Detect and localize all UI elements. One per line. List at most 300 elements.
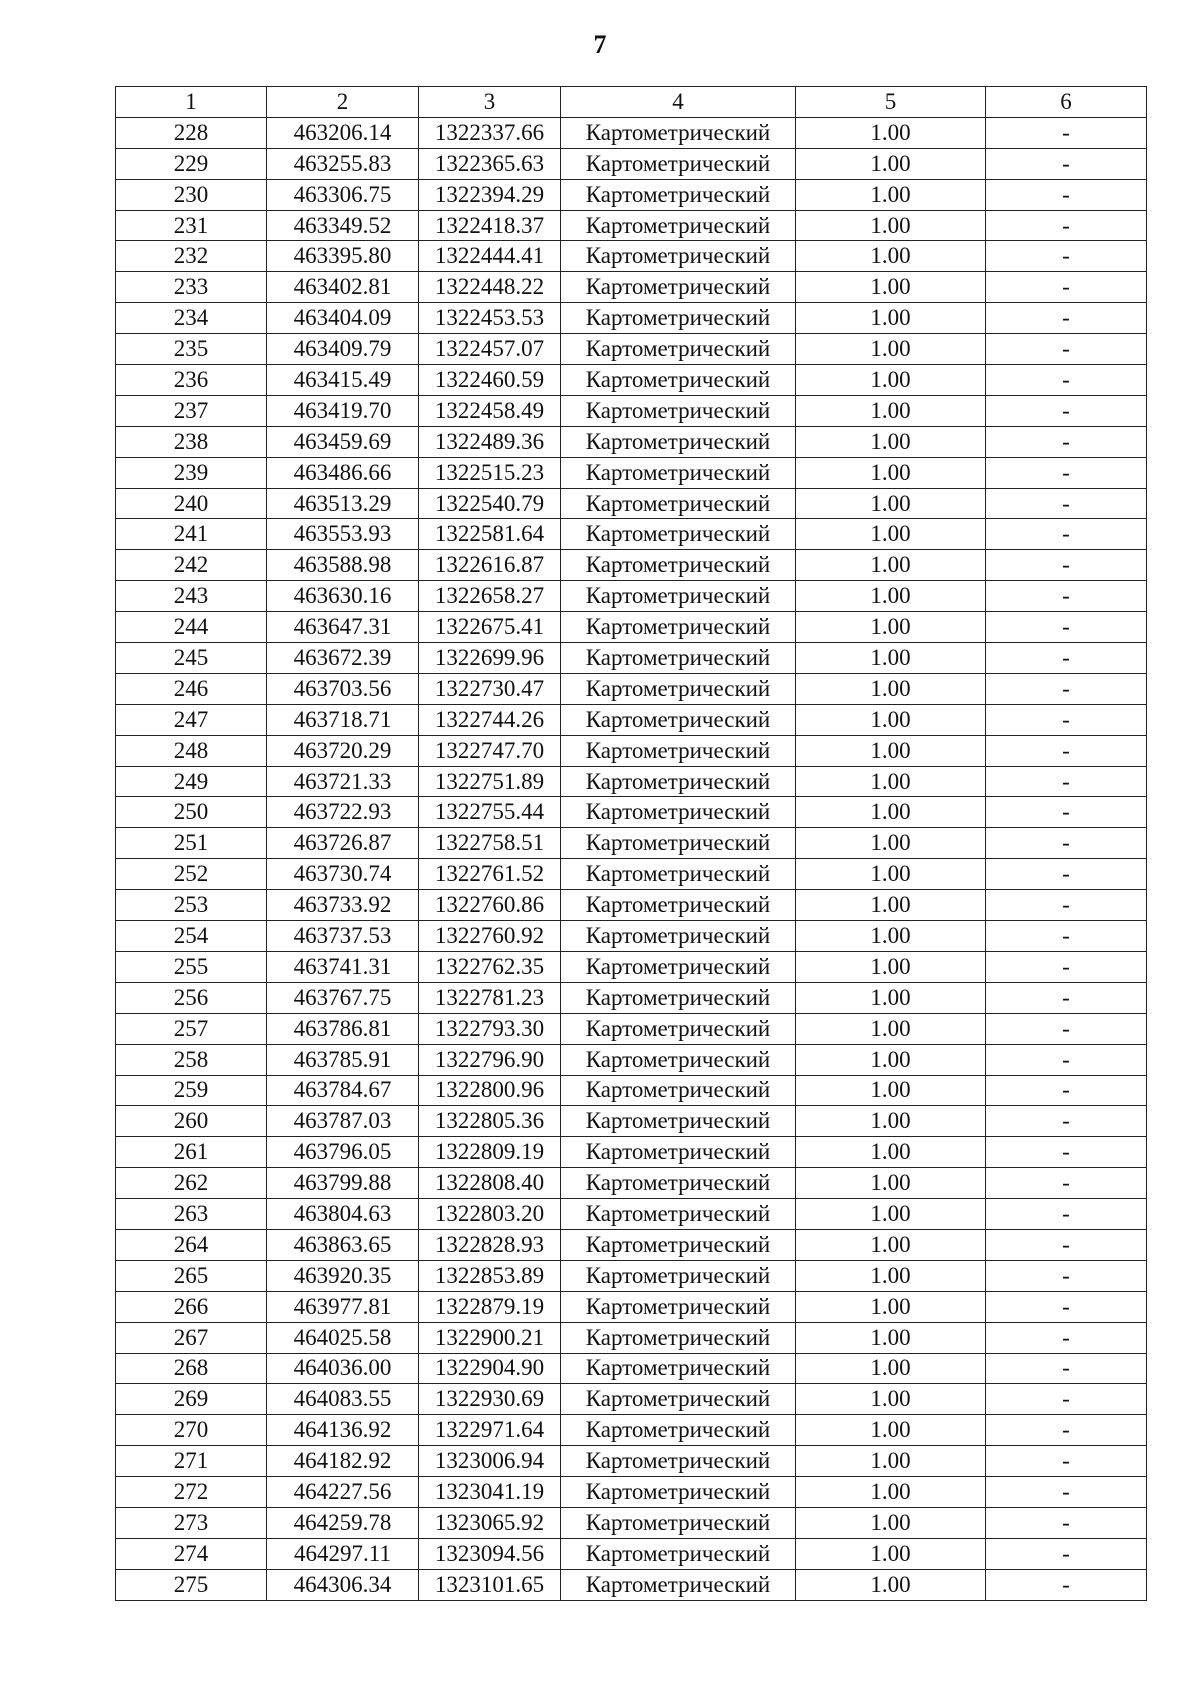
y-coordinate-cell: 1322930.69 bbox=[419, 1384, 561, 1415]
accuracy-cell: 1.00 bbox=[796, 1507, 986, 1538]
x-coordinate-cell: 463720.29 bbox=[267, 735, 419, 766]
column-header: 3 bbox=[419, 87, 561, 118]
description-cell: - bbox=[986, 643, 1147, 674]
x-coordinate-cell: 463796.05 bbox=[267, 1137, 419, 1168]
table-row bbox=[116, 519, 1147, 550]
description-cell: - bbox=[986, 272, 1147, 303]
x-coordinate-cell: 463726.87 bbox=[267, 828, 419, 859]
point-number-cell: 249 bbox=[116, 766, 267, 797]
method-cell: Картометрический bbox=[561, 1353, 796, 1384]
point-number-cell: 259 bbox=[116, 1075, 267, 1106]
point-number-cell: 240 bbox=[116, 488, 267, 519]
x-coordinate-cell: 463741.31 bbox=[267, 951, 419, 982]
point-number-cell: 245 bbox=[116, 643, 267, 674]
table-row bbox=[116, 148, 1147, 179]
method-cell: Картометрический bbox=[561, 828, 796, 859]
table-row bbox=[116, 1415, 1147, 1446]
table-row bbox=[116, 828, 1147, 859]
table-row bbox=[116, 1569, 1147, 1600]
point-number-cell: 254 bbox=[116, 921, 267, 952]
y-coordinate-cell: 1322489.36 bbox=[419, 426, 561, 457]
method-cell: Картометрический bbox=[561, 1538, 796, 1569]
accuracy-cell: 1.00 bbox=[796, 1168, 986, 1199]
y-coordinate-cell: 1322515.23 bbox=[419, 457, 561, 488]
description-cell: - bbox=[986, 797, 1147, 828]
table-row bbox=[116, 272, 1147, 303]
accuracy-cell: 1.00 bbox=[796, 921, 986, 952]
point-number-cell: 250 bbox=[116, 797, 267, 828]
point-number-cell: 246 bbox=[116, 673, 267, 704]
method-cell: Картометрический bbox=[561, 395, 796, 426]
accuracy-cell: 1.00 bbox=[796, 1384, 986, 1415]
accuracy-cell: 1.00 bbox=[796, 1538, 986, 1569]
description-cell: - bbox=[986, 982, 1147, 1013]
y-coordinate-cell: 1322808.40 bbox=[419, 1168, 561, 1199]
table-row bbox=[116, 488, 1147, 519]
description-cell: - bbox=[986, 1106, 1147, 1137]
point-number-cell: 231 bbox=[116, 210, 267, 241]
table-row bbox=[116, 1199, 1147, 1230]
point-number-cell: 252 bbox=[116, 859, 267, 890]
accuracy-cell: 1.00 bbox=[796, 1260, 986, 1291]
method-cell: Картометрический bbox=[561, 1507, 796, 1538]
x-coordinate-cell: 463553.93 bbox=[267, 519, 419, 550]
method-cell: Картометрический bbox=[561, 735, 796, 766]
table-row bbox=[116, 859, 1147, 890]
description-cell: - bbox=[986, 1075, 1147, 1106]
table-row bbox=[116, 1446, 1147, 1477]
point-number-cell: 242 bbox=[116, 550, 267, 581]
y-coordinate-cell: 1322793.30 bbox=[419, 1013, 561, 1044]
x-coordinate-cell: 464297.11 bbox=[267, 1538, 419, 1569]
accuracy-cell: 1.00 bbox=[796, 1199, 986, 1230]
y-coordinate-cell: 1322744.26 bbox=[419, 704, 561, 735]
accuracy-cell: 1.00 bbox=[796, 1044, 986, 1075]
x-coordinate-cell: 463513.29 bbox=[267, 488, 419, 519]
description-cell: - bbox=[986, 951, 1147, 982]
point-number-cell: 238 bbox=[116, 426, 267, 457]
point-number-cell: 236 bbox=[116, 365, 267, 396]
accuracy-cell: 1.00 bbox=[796, 148, 986, 179]
table-row bbox=[116, 1013, 1147, 1044]
y-coordinate-cell: 1322796.90 bbox=[419, 1044, 561, 1075]
description-cell: - bbox=[986, 1137, 1147, 1168]
description-cell: - bbox=[986, 1507, 1147, 1538]
table-row bbox=[116, 581, 1147, 612]
method-cell: Картометрический bbox=[561, 1569, 796, 1600]
accuracy-cell: 1.00 bbox=[796, 1229, 986, 1260]
x-coordinate-cell: 463486.66 bbox=[267, 457, 419, 488]
description-cell: - bbox=[986, 1569, 1147, 1600]
accuracy-cell: 1.00 bbox=[796, 1477, 986, 1508]
description-cell: - bbox=[986, 1044, 1147, 1075]
accuracy-cell: 1.00 bbox=[796, 457, 986, 488]
x-coordinate-cell: 463588.98 bbox=[267, 550, 419, 581]
accuracy-cell: 1.00 bbox=[796, 395, 986, 426]
y-coordinate-cell: 1322758.51 bbox=[419, 828, 561, 859]
description-cell: - bbox=[986, 673, 1147, 704]
table-header bbox=[116, 87, 1147, 118]
table-row bbox=[116, 921, 1147, 952]
description-cell: - bbox=[986, 117, 1147, 148]
table-row bbox=[116, 210, 1147, 241]
description-cell: - bbox=[986, 828, 1147, 859]
point-number-cell: 244 bbox=[116, 612, 267, 643]
accuracy-cell: 1.00 bbox=[796, 1569, 986, 1600]
x-coordinate-cell: 463920.35 bbox=[267, 1260, 419, 1291]
x-coordinate-cell: 463799.88 bbox=[267, 1168, 419, 1199]
description-cell: - bbox=[986, 1229, 1147, 1260]
point-number-cell: 230 bbox=[116, 179, 267, 210]
y-coordinate-cell: 1322762.35 bbox=[419, 951, 561, 982]
y-coordinate-cell: 1322444.41 bbox=[419, 241, 561, 272]
point-number-cell: 243 bbox=[116, 581, 267, 612]
accuracy-cell: 1.00 bbox=[796, 673, 986, 704]
table-row bbox=[116, 1291, 1147, 1322]
accuracy-cell: 1.00 bbox=[796, 982, 986, 1013]
point-number-cell: 239 bbox=[116, 457, 267, 488]
table-row bbox=[116, 1044, 1147, 1075]
point-number-cell: 264 bbox=[116, 1229, 267, 1260]
point-number-cell: 255 bbox=[116, 951, 267, 982]
y-coordinate-cell: 1322460.59 bbox=[419, 365, 561, 396]
accuracy-cell: 1.00 bbox=[796, 766, 986, 797]
accuracy-cell: 1.00 bbox=[796, 365, 986, 396]
accuracy-cell: 1.00 bbox=[796, 1013, 986, 1044]
y-coordinate-cell: 1322755.44 bbox=[419, 797, 561, 828]
y-coordinate-cell: 1323065.92 bbox=[419, 1507, 561, 1538]
table-row bbox=[116, 334, 1147, 365]
table-row bbox=[116, 612, 1147, 643]
accuracy-cell: 1.00 bbox=[796, 117, 986, 148]
description-cell: - bbox=[986, 921, 1147, 952]
table-row bbox=[116, 1538, 1147, 1569]
accuracy-cell: 1.00 bbox=[796, 890, 986, 921]
point-number-cell: 261 bbox=[116, 1137, 267, 1168]
description-cell: - bbox=[986, 1415, 1147, 1446]
description-cell: - bbox=[986, 890, 1147, 921]
method-cell: Картометрический bbox=[561, 457, 796, 488]
description-cell: - bbox=[986, 519, 1147, 550]
table-row bbox=[116, 1229, 1147, 1260]
y-coordinate-cell: 1322809.19 bbox=[419, 1137, 561, 1168]
x-coordinate-cell: 464182.92 bbox=[267, 1446, 419, 1477]
x-coordinate-cell: 463306.75 bbox=[267, 179, 419, 210]
method-cell: Картометрический bbox=[561, 303, 796, 334]
x-coordinate-cell: 463255.83 bbox=[267, 148, 419, 179]
description-cell: - bbox=[986, 334, 1147, 365]
method-cell: Картометрический bbox=[561, 179, 796, 210]
x-coordinate-cell: 463419.70 bbox=[267, 395, 419, 426]
y-coordinate-cell: 1322747.70 bbox=[419, 735, 561, 766]
method-cell: Картометрический bbox=[561, 1322, 796, 1353]
method-cell: Картометрический bbox=[561, 673, 796, 704]
point-number-cell: 268 bbox=[116, 1353, 267, 1384]
point-number-cell: 256 bbox=[116, 982, 267, 1013]
accuracy-cell: 1.00 bbox=[796, 859, 986, 890]
method-cell: Картометрический bbox=[561, 1013, 796, 1044]
page-number: 7 bbox=[593, 30, 607, 59]
method-cell: Картометрический bbox=[561, 890, 796, 921]
x-coordinate-cell: 463402.81 bbox=[267, 272, 419, 303]
table-row bbox=[116, 1322, 1147, 1353]
method-cell: Картометрический bbox=[561, 1229, 796, 1260]
table-row bbox=[116, 951, 1147, 982]
point-number-cell: 251 bbox=[116, 828, 267, 859]
description-cell: - bbox=[986, 1384, 1147, 1415]
description-cell: - bbox=[986, 1013, 1147, 1044]
method-cell: Картометрический bbox=[561, 1044, 796, 1075]
y-coordinate-cell: 1322803.20 bbox=[419, 1199, 561, 1230]
table-row bbox=[116, 303, 1147, 334]
table-row bbox=[116, 704, 1147, 735]
x-coordinate-cell: 463647.31 bbox=[267, 612, 419, 643]
description-cell: - bbox=[986, 395, 1147, 426]
table-row bbox=[116, 1075, 1147, 1106]
method-cell: Картометрический bbox=[561, 334, 796, 365]
method-cell: Картометрический bbox=[561, 519, 796, 550]
accuracy-cell: 1.00 bbox=[796, 612, 986, 643]
accuracy-cell: 1.00 bbox=[796, 550, 986, 581]
accuracy-cell: 1.00 bbox=[796, 488, 986, 519]
x-coordinate-cell: 463630.16 bbox=[267, 581, 419, 612]
accuracy-cell: 1.00 bbox=[796, 334, 986, 365]
x-coordinate-cell: 463349.52 bbox=[267, 210, 419, 241]
x-coordinate-cell: 464259.78 bbox=[267, 1507, 419, 1538]
x-coordinate-cell: 464227.56 bbox=[267, 1477, 419, 1508]
table-row bbox=[116, 365, 1147, 396]
table-row bbox=[116, 117, 1147, 148]
point-number-cell: 270 bbox=[116, 1415, 267, 1446]
x-coordinate-cell: 463722.93 bbox=[267, 797, 419, 828]
y-coordinate-cell: 1322337.66 bbox=[419, 117, 561, 148]
y-coordinate-cell: 1322853.89 bbox=[419, 1260, 561, 1291]
table-row bbox=[116, 1137, 1147, 1168]
column-header: 4 bbox=[561, 87, 796, 118]
table-row bbox=[116, 550, 1147, 581]
table-row bbox=[116, 179, 1147, 210]
method-cell: Картометрический bbox=[561, 1260, 796, 1291]
accuracy-cell: 1.00 bbox=[796, 704, 986, 735]
y-coordinate-cell: 1322904.90 bbox=[419, 1353, 561, 1384]
y-coordinate-cell: 1322760.92 bbox=[419, 921, 561, 952]
y-coordinate-cell: 1322418.37 bbox=[419, 210, 561, 241]
y-coordinate-cell: 1322751.89 bbox=[419, 766, 561, 797]
point-number-cell: 260 bbox=[116, 1106, 267, 1137]
accuracy-cell: 1.00 bbox=[796, 1137, 986, 1168]
y-coordinate-cell: 1322800.96 bbox=[419, 1075, 561, 1106]
description-cell: - bbox=[986, 1291, 1147, 1322]
method-cell: Картометрический bbox=[561, 272, 796, 303]
table-row bbox=[116, 890, 1147, 921]
accuracy-cell: 1.00 bbox=[796, 426, 986, 457]
description-cell: - bbox=[986, 365, 1147, 396]
point-number-cell: 237 bbox=[116, 395, 267, 426]
y-coordinate-cell: 1322658.27 bbox=[419, 581, 561, 612]
method-cell: Картометрический bbox=[561, 1477, 796, 1508]
table-row bbox=[116, 1106, 1147, 1137]
accuracy-cell: 1.00 bbox=[796, 1322, 986, 1353]
table-row bbox=[116, 426, 1147, 457]
x-coordinate-cell: 463395.80 bbox=[267, 241, 419, 272]
description-cell: - bbox=[986, 1168, 1147, 1199]
x-coordinate-cell: 463787.03 bbox=[267, 1106, 419, 1137]
y-coordinate-cell: 1323006.94 bbox=[419, 1446, 561, 1477]
table-row bbox=[116, 1384, 1147, 1415]
accuracy-cell: 1.00 bbox=[796, 643, 986, 674]
y-coordinate-cell: 1322448.22 bbox=[419, 272, 561, 303]
point-number-cell: 274 bbox=[116, 1538, 267, 1569]
point-number-cell: 253 bbox=[116, 890, 267, 921]
x-coordinate-cell: 463804.63 bbox=[267, 1199, 419, 1230]
method-cell: Картометрический bbox=[561, 951, 796, 982]
method-cell: Картометрический bbox=[561, 1384, 796, 1415]
point-number-cell: 275 bbox=[116, 1569, 267, 1600]
description-cell: - bbox=[986, 241, 1147, 272]
method-cell: Картометрический bbox=[561, 1415, 796, 1446]
x-coordinate-cell: 464036.00 bbox=[267, 1353, 419, 1384]
method-cell: Картометрический bbox=[561, 797, 796, 828]
description-cell: - bbox=[986, 1353, 1147, 1384]
description-cell: - bbox=[986, 457, 1147, 488]
description-cell: - bbox=[986, 1538, 1147, 1569]
x-coordinate-cell: 463404.09 bbox=[267, 303, 419, 334]
y-coordinate-cell: 1322805.36 bbox=[419, 1106, 561, 1137]
description-cell: - bbox=[986, 550, 1147, 581]
description-cell: - bbox=[986, 1199, 1147, 1230]
y-coordinate-cell: 1322699.96 bbox=[419, 643, 561, 674]
description-cell: - bbox=[986, 1477, 1147, 1508]
y-coordinate-cell: 1322616.87 bbox=[419, 550, 561, 581]
point-number-cell: 262 bbox=[116, 1168, 267, 1199]
x-coordinate-cell: 463863.65 bbox=[267, 1229, 419, 1260]
table-row bbox=[116, 241, 1147, 272]
description-cell: - bbox=[986, 488, 1147, 519]
point-number-cell: 271 bbox=[116, 1446, 267, 1477]
method-cell: Картометрический bbox=[561, 982, 796, 1013]
method-cell: Картометрический bbox=[561, 766, 796, 797]
y-coordinate-cell: 1322900.21 bbox=[419, 1322, 561, 1353]
point-number-cell: 235 bbox=[116, 334, 267, 365]
accuracy-cell: 1.00 bbox=[796, 1291, 986, 1322]
accuracy-cell: 1.00 bbox=[796, 581, 986, 612]
y-coordinate-cell: 1322971.64 bbox=[419, 1415, 561, 1446]
x-coordinate-cell: 463977.81 bbox=[267, 1291, 419, 1322]
y-coordinate-cell: 1322760.86 bbox=[419, 890, 561, 921]
method-cell: Картометрический bbox=[561, 1106, 796, 1137]
table-row bbox=[116, 1507, 1147, 1538]
description-cell: - bbox=[986, 581, 1147, 612]
x-coordinate-cell: 463409.79 bbox=[267, 334, 419, 365]
table-row bbox=[116, 1353, 1147, 1384]
x-coordinate-cell: 464306.34 bbox=[267, 1569, 419, 1600]
column-header: 2 bbox=[267, 87, 419, 118]
accuracy-cell: 1.00 bbox=[796, 828, 986, 859]
method-cell: Картометрический bbox=[561, 117, 796, 148]
x-coordinate-cell: 463459.69 bbox=[267, 426, 419, 457]
method-cell: Картометрический bbox=[561, 1291, 796, 1322]
point-number-cell: 258 bbox=[116, 1044, 267, 1075]
method-cell: Картометрический bbox=[561, 426, 796, 457]
point-number-cell: 263 bbox=[116, 1199, 267, 1230]
method-cell: Картометрический bbox=[561, 921, 796, 952]
point-number-cell: 241 bbox=[116, 519, 267, 550]
point-number-cell: 257 bbox=[116, 1013, 267, 1044]
accuracy-cell: 1.00 bbox=[796, 797, 986, 828]
y-coordinate-cell: 1322781.23 bbox=[419, 982, 561, 1013]
table-row bbox=[116, 1477, 1147, 1508]
point-number-cell: 234 bbox=[116, 303, 267, 334]
accuracy-cell: 1.00 bbox=[796, 951, 986, 982]
table-row bbox=[116, 797, 1147, 828]
y-coordinate-cell: 1322761.52 bbox=[419, 859, 561, 890]
table-row bbox=[116, 457, 1147, 488]
accuracy-cell: 1.00 bbox=[796, 272, 986, 303]
x-coordinate-cell: 463730.74 bbox=[267, 859, 419, 890]
x-coordinate-cell: 463767.75 bbox=[267, 982, 419, 1013]
point-number-cell: 266 bbox=[116, 1291, 267, 1322]
x-coordinate-cell: 463785.91 bbox=[267, 1044, 419, 1075]
y-coordinate-cell: 1323101.65 bbox=[419, 1569, 561, 1600]
y-coordinate-cell: 1322540.79 bbox=[419, 488, 561, 519]
column-header: 5 bbox=[796, 87, 986, 118]
accuracy-cell: 1.00 bbox=[796, 179, 986, 210]
x-coordinate-cell: 463721.33 bbox=[267, 766, 419, 797]
table-body bbox=[116, 117, 1147, 1600]
x-coordinate-cell: 464025.58 bbox=[267, 1322, 419, 1353]
method-cell: Картометрический bbox=[561, 612, 796, 643]
accuracy-cell: 1.00 bbox=[796, 241, 986, 272]
method-cell: Картометрический bbox=[561, 1446, 796, 1477]
description-cell: - bbox=[986, 303, 1147, 334]
description-cell: - bbox=[986, 612, 1147, 643]
accuracy-cell: 1.00 bbox=[796, 210, 986, 241]
y-coordinate-cell: 1322828.93 bbox=[419, 1229, 561, 1260]
x-coordinate-cell: 463737.53 bbox=[267, 921, 419, 952]
method-cell: Картометрический bbox=[561, 550, 796, 581]
description-cell: - bbox=[986, 735, 1147, 766]
method-cell: Картометрический bbox=[561, 210, 796, 241]
accuracy-cell: 1.00 bbox=[796, 1075, 986, 1106]
point-number-cell: 265 bbox=[116, 1260, 267, 1291]
method-cell: Картометрический bbox=[561, 704, 796, 735]
point-number-cell: 267 bbox=[116, 1322, 267, 1353]
accuracy-cell: 1.00 bbox=[796, 1415, 986, 1446]
description-cell: - bbox=[986, 1260, 1147, 1291]
table-row bbox=[116, 1260, 1147, 1291]
accuracy-cell: 1.00 bbox=[796, 303, 986, 334]
accuracy-cell: 1.00 bbox=[796, 519, 986, 550]
method-cell: Картометрический bbox=[561, 1199, 796, 1230]
accuracy-cell: 1.00 bbox=[796, 1353, 986, 1384]
description-cell: - bbox=[986, 859, 1147, 890]
table-row bbox=[116, 1168, 1147, 1199]
table-row bbox=[116, 766, 1147, 797]
method-cell: Картометрический bbox=[561, 643, 796, 674]
x-coordinate-cell: 463672.39 bbox=[267, 643, 419, 674]
x-coordinate-cell: 463703.56 bbox=[267, 673, 419, 704]
table-row bbox=[116, 982, 1147, 1013]
accuracy-cell: 1.00 bbox=[796, 1446, 986, 1477]
method-cell: Картометрический bbox=[561, 488, 796, 519]
description-cell: - bbox=[986, 1446, 1147, 1477]
method-cell: Картометрический bbox=[561, 1075, 796, 1106]
y-coordinate-cell: 1323041.19 bbox=[419, 1477, 561, 1508]
x-coordinate-cell: 464083.55 bbox=[267, 1384, 419, 1415]
x-coordinate-cell: 463718.71 bbox=[267, 704, 419, 735]
y-coordinate-cell: 1322453.53 bbox=[419, 303, 561, 334]
method-cell: Картометрический bbox=[561, 859, 796, 890]
